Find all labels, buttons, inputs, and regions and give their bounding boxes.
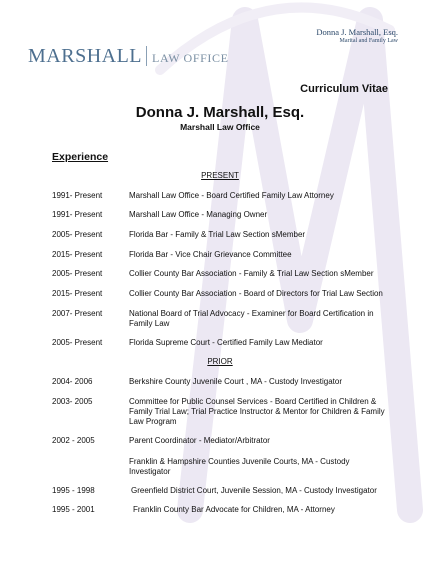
header-practice-area: Marital and Family Law bbox=[339, 38, 398, 44]
firm-name: Marshall Law Office bbox=[180, 122, 260, 132]
entry-description: Franklin County Bar Advocate for Children, MA - Attorney bbox=[133, 505, 335, 514]
entry-years: 2005- Present bbox=[52, 338, 103, 347]
entry-years: 2007- Present bbox=[52, 309, 103, 318]
entry-years: 2015- Present bbox=[52, 250, 103, 259]
entry-description: Florida Bar - Vice Chair Grievance Committee bbox=[129, 250, 292, 259]
header-attorney-name: Donna J. Marshall, Esq. bbox=[316, 27, 398, 37]
entry-description: Greenfield District Court, Juvenile Session, MA - Custody Investigator bbox=[131, 486, 377, 495]
firm-logo bbox=[28, 42, 229, 66]
entry-years: 1991- Present bbox=[52, 191, 103, 200]
entry-description: Collier County Bar Association - Board of Directors for Trial Law Section bbox=[129, 289, 383, 298]
entry-years: 2015- Present bbox=[52, 289, 103, 298]
entry-years: 1995 - 1998 bbox=[52, 486, 95, 495]
logo-subtitle: LAW OFFICE bbox=[152, 51, 229, 65]
prior-subheading: PRIOR bbox=[207, 357, 233, 366]
attorney-name-title: Donna J. Marshall, Esq. bbox=[135, 104, 305, 121]
entry-description: Marshall Law Office - Board Certified Family Law Attorney bbox=[129, 191, 334, 200]
entry-description: Marshall Law Office - Managing Owner bbox=[129, 210, 268, 219]
entry-years: 2005- Present bbox=[52, 230, 103, 239]
entry-years: 2004- 2006 bbox=[52, 377, 93, 386]
document-type-label: Curriculum Vitae bbox=[300, 83, 388, 95]
entry-description: National Board of Trial Advocacy - Examiner for Board Certification in Family Law bbox=[129, 309, 374, 328]
entry-description: Parent Coordinator - Mediator/Arbitrator bbox=[129, 436, 270, 445]
entry-years: 2003- 2005 bbox=[52, 397, 93, 406]
entry-years: 2002 - 2005 bbox=[52, 436, 95, 445]
entry-description: Committee for Public Counsel Services - Board Certified in Children & Family Trial Law; Trial Practice Instructor & Mentor for Children & Family Law Program bbox=[129, 397, 385, 426]
entry-description: Franklin & Hampshire Counties Juvenile Courts, MA - Custody Investigator bbox=[129, 457, 350, 476]
entry-description: Collier County Bar Association - Family & Trial Law Section sMember bbox=[129, 269, 374, 278]
entry-years: 1991- Present bbox=[52, 210, 103, 219]
present-subheading: PRESENT bbox=[201, 171, 239, 180]
entry-description: Berkshire County Juvenile Court , MA - Custody Investigator bbox=[129, 377, 342, 386]
experience-heading: Experience bbox=[52, 151, 109, 163]
logo-divider bbox=[146, 46, 147, 66]
entry-years: 1995 - 2001 bbox=[52, 505, 95, 514]
logo-wordmark: MARSHALL bbox=[28, 45, 143, 67]
entry-years: 2005- Present bbox=[52, 269, 103, 278]
entry-description: Florida Supreme Court - Certified Family Law Mediator bbox=[129, 338, 323, 347]
entry-description: Florida Bar - Family & Trial Law Section sMember bbox=[129, 230, 306, 239]
